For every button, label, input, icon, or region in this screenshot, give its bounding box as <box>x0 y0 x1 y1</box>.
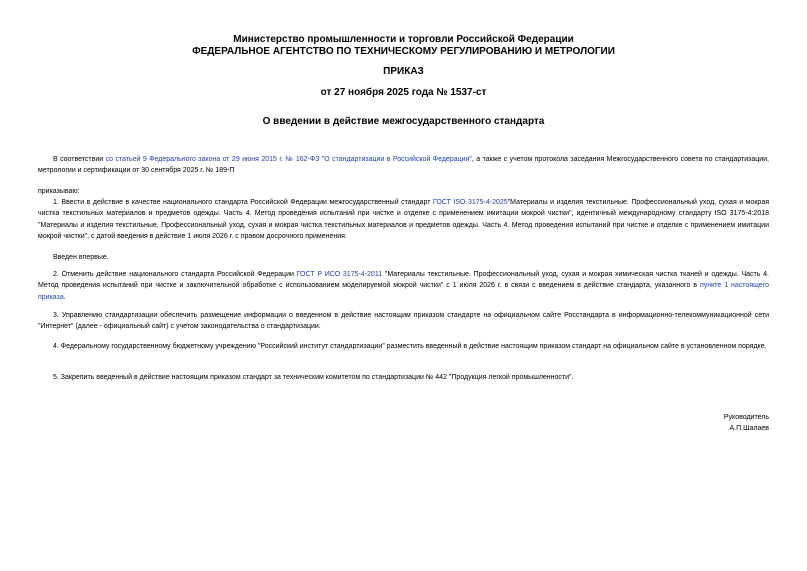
ministry-heading: Министерство промышленности и торговли Российской Федерации <box>233 34 574 45</box>
item-3-paragraph: 3. Управлению стандартизации обеспечить размещение информации о введенном в действие настоящим приказом стандарте на официальном сайте Росстандарта в информационно-телекоммуникационной сети "Интернет" (далее - официальный сайт) с учетом законодательства о стандартизации. <box>38 312 769 331</box>
signatory-name: А.П.Шалаев <box>729 425 769 432</box>
gost-iso-3175-4-2025-link[interactable]: ГОСТ ISO 3175-4-2025 <box>432 199 508 206</box>
document-type-heading: ПРИКАЗ <box>383 66 424 77</box>
item-2-text-middle: "Материалы текстильные. Профессиональный уход, сухая и мокрая химическая чистка тканей и одежды. Часть 4. Метод проведения испытаний при чистке и заключительной обработке с использованием моделируемой мокрой чистки" с 1 июля 2026 г. в связи с введением в действие стандарта, указанного в <box>38 271 769 290</box>
intro-paragraph <box>38 154 769 177</box>
item-2-text-start: 2. Отменить действие национального стандарта Российской Федерации <box>53 271 297 278</box>
document-title: О введении в действие межгосударственного стандарта <box>262 116 545 127</box>
agency-heading: ФЕДЕРАЛЬНОЕ АГЕНТСТВО ПО ТЕХНИЧЕСКОМУ РЕГУЛИРОВАНИЮ И МЕТРОЛОГИИ <box>192 46 615 57</box>
item-2-paragraph <box>38 269 769 303</box>
intro-text-start: В соответствии <box>53 156 106 163</box>
signatory-position: Руководитель <box>723 414 769 421</box>
intro-text-end: , а также с учетом протокола заседания Межгосударственного совета по стандартизации, метрологии и сертификации от 30 сентября 2025 г. № 189-П <box>38 156 769 175</box>
point-1-link[interactable]: пункте 1 настоящего приказа <box>38 282 769 301</box>
item-5-paragraph: 5. Закрепить введенный в действие настоящим приказом стандарт за техническим комитетом по стандартизации № 442 "Продукция легкой промышленности". <box>53 374 574 381</box>
item-1-paragraph <box>38 197 769 242</box>
gost-r-iso-3175-4-2011-link[interactable]: ГОСТ Р ИСО 3175-4-2011 <box>296 271 383 278</box>
introduced-first-text: Введен впервые. <box>53 254 109 261</box>
document-date-number: от 27 ноября 2025 года № 1537-ст <box>320 87 487 98</box>
federal-law-link[interactable]: со статьей 9 Федерального закона от 29 июня 2015 г. № 162-ФЗ "О стандартизации в Российской Федерации" <box>105 156 472 163</box>
prikazyvayu-text: приказываю: <box>38 188 80 195</box>
item-1-text-start: 1. Ввести в действие в качестве национального стандарта Российской Федерации межгосударственный стандарт <box>53 199 433 206</box>
item-1-text-end: "Материалы и изделия текстильные. Профессиональный уход, сухая и мокрая чистка текстильных материалов и предметов одежды. Часть 4. Метод проведения испытаний при чистке и отделке с применением имитации мокрой чистки", идентичный международному стандарту ISO 3175-4:2018 "Материалы и изделия текстильные. Профессиональный уход, сухая и мокрая чистка текстильных материалов и предметов одежды. Часть 4. Метод проведения испытаний при чистке и отделке с применением имитации мокрой чистки", с датой введения в действие 1 июля 2026 г. с правом досрочного применения. <box>38 199 770 240</box>
item-2-text-end: . <box>63 293 66 301</box>
item-4-paragraph: 4. Федеральному государственному бюджетному учреждению "Российский институт стандартизации" разместить введенный в действие настоящим приказом стандарт на официальном сайте в установленном порядке. <box>53 343 767 350</box>
